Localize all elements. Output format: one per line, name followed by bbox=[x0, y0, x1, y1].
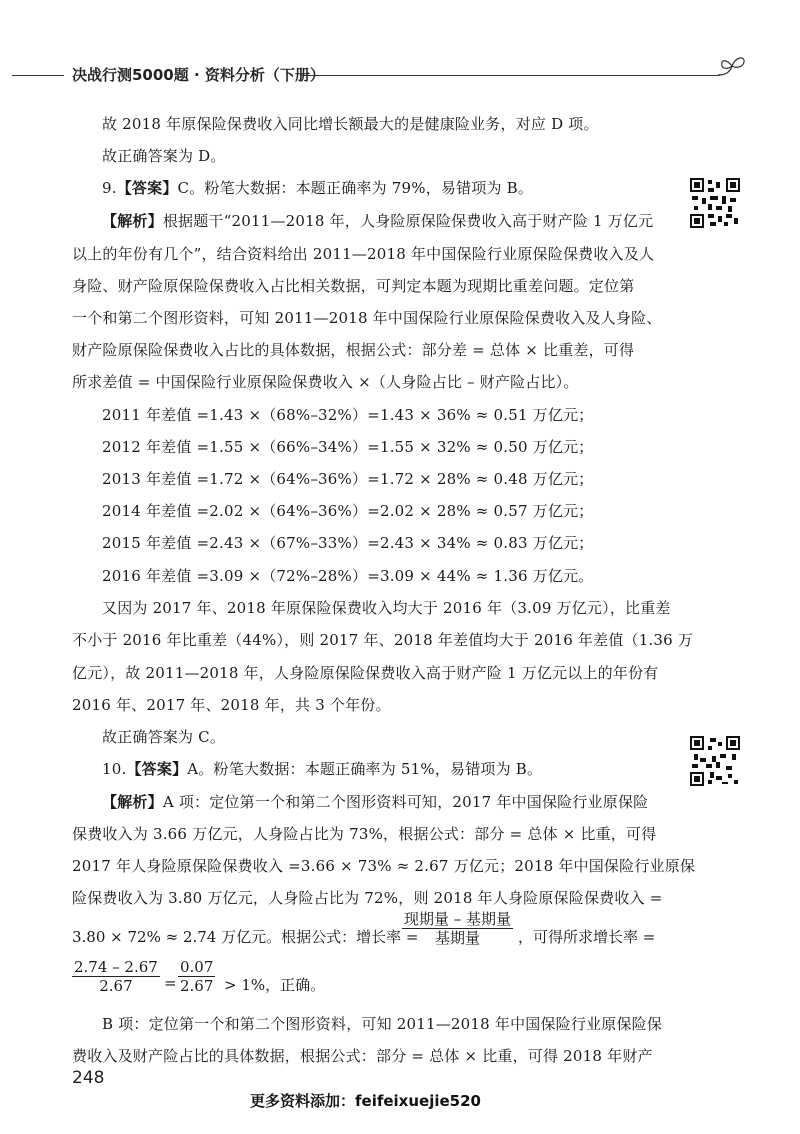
calc-line: 2015 年差值 =2.43 ×（67%–33%）=2.43 × 34% ≈ 0.83 万亿元； bbox=[102, 534, 594, 552]
fraction-numerator: 现期量 – 基期量 bbox=[404, 910, 512, 928]
fraction-numerator: 0.07 bbox=[180, 958, 214, 976]
text-line: 险保费收入为 3.80 万亿元，人身险占比为 72%，则 2018 年人身险原保险保费收入 = bbox=[72, 889, 663, 907]
text-line: 亿元），故 2011—2018 年，人身险原保险保费收入高于财产险 1 万亿元以上的年份有 bbox=[72, 664, 659, 682]
text-line: 2016 年、2017 年、2018 年，共 3 个年份。 bbox=[72, 696, 391, 714]
text-line: 又因为 2017 年、2018 年原保险保费收入均大于 2016 年（3.09 万亿元），比重差 bbox=[102, 599, 671, 617]
formula-text: ，可得所求增长率 = bbox=[518, 928, 656, 946]
q10-number: 10. bbox=[102, 760, 127, 778]
text-line: 以上的年份有几个”，结合资料给出 2011—2018 年中国保险行业原保险保费收入及人 bbox=[72, 245, 655, 263]
q9-number: 9. bbox=[102, 179, 117, 197]
calc-line: 2011 年差值 =1.43 ×（68%–32%）=1.43 × 36% ≈ 0.51 万亿元； bbox=[102, 406, 594, 424]
text-line: 故正确答案为 D。 bbox=[102, 147, 226, 165]
calc-line: 2012 年差值 =1.55 ×（66%–34%）=1.55 × 32% ≈ 0.50 万亿元； bbox=[102, 438, 594, 456]
q9-analysis-line bbox=[102, 211, 664, 231]
q10-answer-line bbox=[102, 759, 664, 779]
calc-line: 2013 年差值 =1.72 ×（64%–36%）=1.72 × 28% ≈ 0.48 万亿元； bbox=[102, 470, 594, 488]
calc-line: 2014 年差值 =2.02 ×（64%–36%）=2.02 × 28% ≈ 0.57 万亿元； bbox=[102, 502, 594, 520]
page-number: 248 bbox=[72, 1068, 105, 1088]
text-line: 身险、财产险原保险保费收入占比相关数据，可判定本题为现期比重差问题。定位第 bbox=[72, 277, 635, 295]
answer-tag: 【答案】 bbox=[116, 179, 178, 197]
q9-answer-text: C。粉笔大数据：本题正确率为 79%，易错项为 B。 bbox=[177, 179, 534, 197]
q10-analysis-line bbox=[102, 792, 664, 812]
header-rule-right bbox=[300, 75, 720, 76]
text-line: 2017 年人身险原保险保费收入 =3.66 × 73% ≈ 2.67 万亿元；2018 年中国保险行业原保 bbox=[72, 857, 696, 875]
text-span: A 项：定位第一个和第二个图形资料可知，2017 年中国保险行业原保险 bbox=[162, 793, 649, 811]
sprout-icon bbox=[712, 50, 752, 84]
running-header bbox=[0, 58, 800, 92]
fraction-denominator: 2.67 bbox=[99, 977, 133, 995]
text-line: 故正确答案为 C。 bbox=[102, 728, 226, 746]
q10-answer-text: A。粉笔大数据：本题正确率为 51%，易错项为 B。 bbox=[187, 760, 543, 778]
analysis-tag: 【解析】 bbox=[102, 212, 163, 230]
equals-sign: = bbox=[164, 974, 177, 992]
fraction-numerator: 2.74 – 2.67 bbox=[74, 958, 158, 976]
formula-text: 3.80 × 72% ≈ 2.74 万亿元。根据公式：增长率 = bbox=[72, 928, 419, 946]
text-line: 故 2018 年原保险保费收入同比增长额最大的是健康险业务，对应 D 项。 bbox=[102, 115, 599, 133]
calc-line: 2016 年差值 =3.09 ×（72%–28%）=3.09 × 44% ≈ 1.36 万亿元。 bbox=[102, 567, 594, 585]
text-line: 一个和第二个图形资料，可知 2011—2018 年中国保险行业原保险保费收入及人身险、 bbox=[72, 309, 662, 327]
text-line: 所求差值 = 中国保险行业原保险保费收入 ×（人身险占比 – 财产险占比）。 bbox=[72, 373, 579, 391]
answer-tag: 【答案】 bbox=[126, 760, 188, 778]
text-line: B 项：定位第一个和第二个图形资料，可知 2011—2018 年中国保险行业原保险保 bbox=[102, 1015, 663, 1033]
text-line: 费收入及财产险占比的具体数据，根据公式：部分 = 总体 × 比重，可得 2018 年财产 bbox=[72, 1047, 653, 1065]
qr-code-icon[interactable] bbox=[690, 178, 740, 228]
text-line: 财产险原保险保费收入占比的具体数据，根据公式：部分差 = 总体 × 比重差，可得 bbox=[72, 341, 635, 359]
growth-rate-fraction bbox=[402, 910, 513, 947]
text-line: 不小于 2016 年比重差（44%），则 2017 年、2018 年差值均大于 2016 年差值（1.36 万 bbox=[72, 631, 694, 649]
calc-fraction-2 bbox=[178, 958, 215, 995]
fraction-denominator: 基期量 bbox=[435, 929, 481, 947]
footer-watermark: 更多资料添加：feifeixuejie520 bbox=[250, 1092, 481, 1110]
header-title: 决战行测5000题 · 资料分析（下册） bbox=[72, 66, 325, 84]
text-line: 保费收入为 3.66 万亿元，人身险占比为 73%，根据公式：部分 = 总体 × 比重，可得 bbox=[72, 825, 657, 843]
q9-answer-line bbox=[102, 178, 664, 198]
formula-text: > 1%，正确。 bbox=[224, 976, 326, 994]
qr-code-icon[interactable] bbox=[690, 736, 740, 786]
calc-fraction-1 bbox=[72, 958, 160, 995]
analysis-tag: 【解析】 bbox=[102, 793, 163, 811]
text-span: 根据题干“2011—2018 年，人身险原保险保费收入高于财产险 1 万亿元 bbox=[162, 212, 654, 230]
fraction-denominator: 2.67 bbox=[180, 977, 214, 995]
header-rule-left bbox=[12, 75, 64, 76]
